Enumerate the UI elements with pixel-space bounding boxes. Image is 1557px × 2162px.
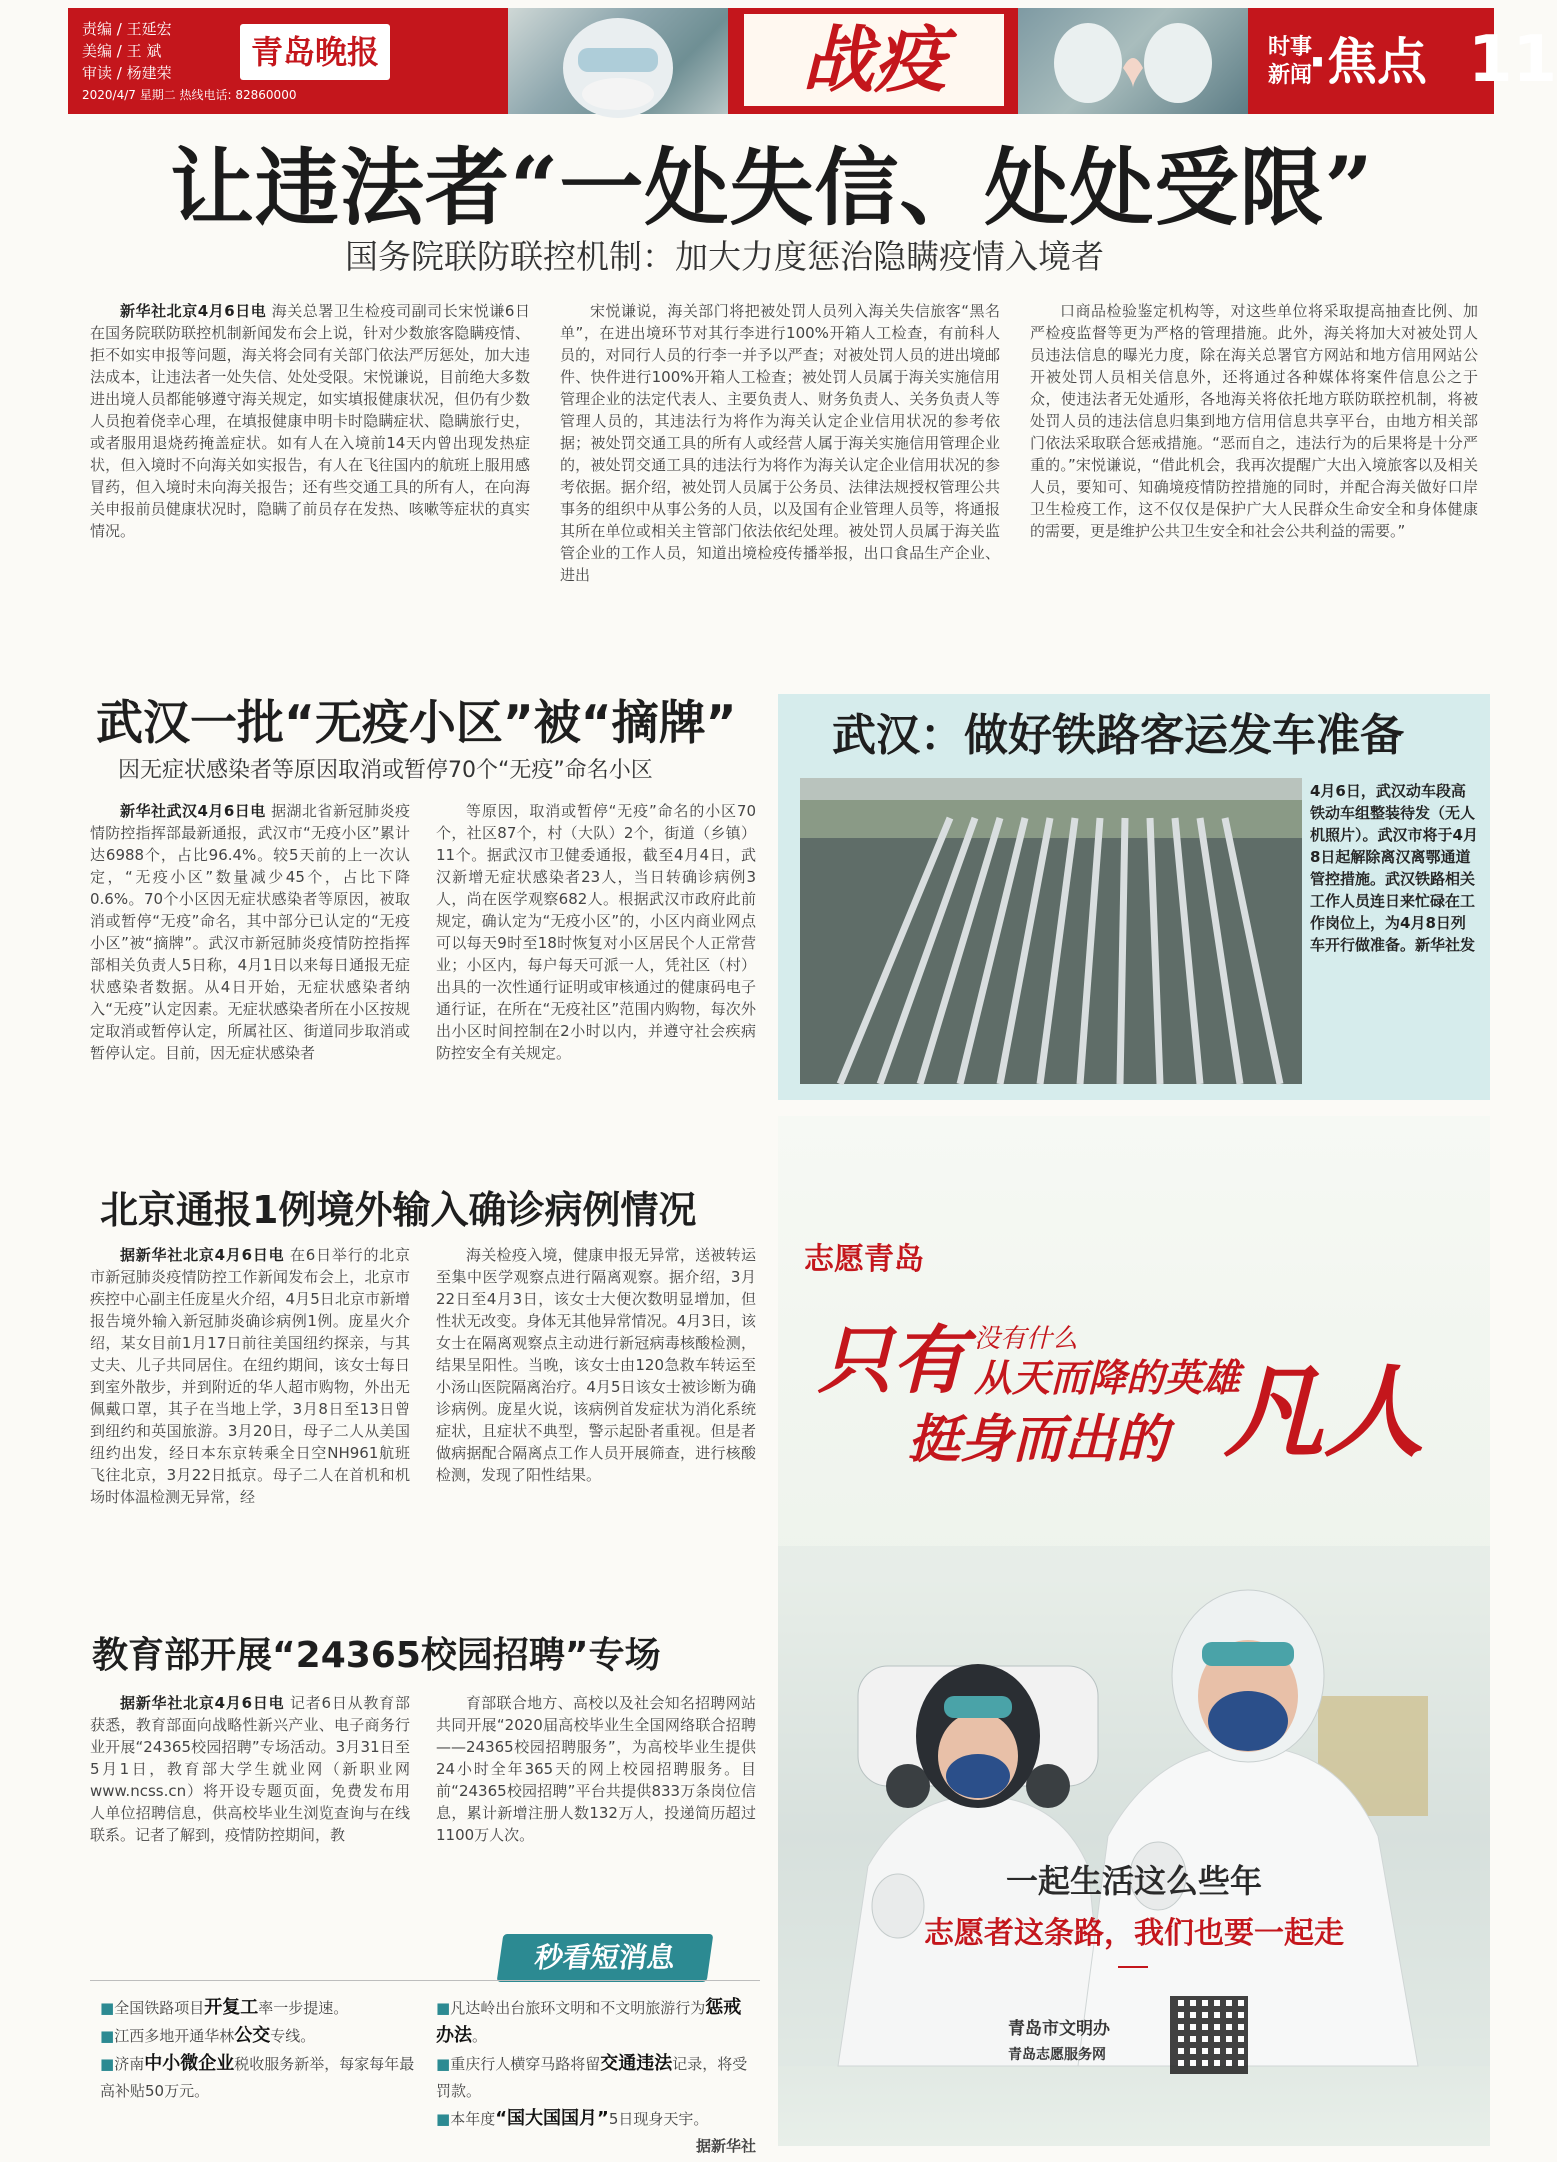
editor-line: 责编 / 王延宏: [82, 20, 172, 38]
brief-item: [436, 1994, 756, 2050]
brief-keyword: 中小微企业: [144, 2053, 235, 2074]
brief-text: 凡达岭出台旅环文明和不文明旅游行为: [450, 1999, 706, 2017]
bullet-icon: ■: [436, 1999, 451, 2017]
briefs-tag: 秒看短消息: [497, 1934, 714, 1982]
brief-text: 率一步提速。: [258, 1999, 349, 2017]
ad-brand-text: 志愿青岛: [804, 1242, 924, 1277]
qr-code-icon[interactable]: [1170, 1996, 1248, 2074]
rail-headline: 武汉：做好铁路客运发车准备: [832, 710, 1404, 761]
brief-text: 税收服务新举，每家每年最高补贴50万元。: [100, 2055, 415, 2100]
beijing-column-1: [90, 1244, 410, 1618]
section-line: 时事: [1268, 35, 1313, 60]
medic-photo: [508, 8, 728, 114]
sponsor-line: 青岛市文明办: [1008, 2019, 1110, 2039]
medics-heart-art: [1018, 8, 1248, 114]
brief-text: 。: [472, 2027, 488, 2045]
page-number: 11: [1468, 23, 1557, 97]
campaign-banner: 战疫: [744, 14, 1004, 106]
ad-brand: [804, 1234, 924, 1278]
jobs-column-2: [436, 1692, 756, 1918]
date-line: 2020/4/7 星期二 热线电话: 82860000: [82, 88, 297, 102]
brief-item: [100, 2050, 420, 2105]
bullet-icon: ■: [436, 2110, 451, 2128]
brief-item: [100, 2022, 420, 2050]
article-text: 据湖北省新冠肺炎疫情防控指挥部最新通报，武汉市“无疫小区”累计达6988个，占比96.4%。较5天前的上一次认定，“无疫小区”数量减少45个，占比下降0.6%。70个小区因无症状感染者等原因，被取消或暂停“无疫”命名，其中部分已认定的“无疫小区”被“摘牌”。武汉市新冠肺炎疫情防控指挥部相关负责人5日称，4月1日以来每日通报无症状感染者数据。从4日开始，无症状感染者纳入“无疫”认定因素。无症状感染者所在小区按规定取消或暂停认定，所属社区、街道同步取消或暂停认定。目前，因无症状感染者: [90, 802, 410, 1062]
ad-tagline-2: 志愿者这条路，我们也要一起走: [924, 1916, 1344, 1951]
bullet-icon: ■: [436, 2055, 451, 2073]
bullet-icon: ■: [100, 2027, 115, 2045]
brief-keyword: 惩戒办法: [436, 1997, 742, 2046]
volunteers-photo: [778, 1546, 1490, 2066]
brief-text: 专线。: [270, 2027, 316, 2045]
brief-keyword: 交通违法: [600, 2053, 673, 2074]
brief-text: 济南: [114, 2055, 145, 2073]
briefs-divider: [90, 1980, 760, 1981]
editor-line: 美编 / 王 斌: [82, 42, 162, 60]
ad-line-small-1: 没有什么: [974, 1324, 1079, 1354]
wuhan-headline: 武汉一批“无疫小区”被“摘牌”: [96, 696, 737, 751]
ad-line-small-2: 从天而降的英雄: [974, 1355, 1241, 1400]
article-text: 育部联合地方、高校以及社会知名招聘网站共同开展“2020届高校毕业生全国网络联合招聘——24365校园招聘服务”，为高校毕业生提供24小时全年365天的网上校园招聘服务。目前“24365校园招聘”平台共提供833万条岗位信息，累计新增注册人数132万人，投递简历超过1100万人次。: [436, 1694, 756, 1844]
article-text: 等原因，取消或暂停“无疫”命名的小区70个，社区87个，村（大队）2个，街道（乡镇）11个。据武汉市卫健委通报，截至4月4日，武汉新增无症状感染者23人，当日转确诊病例3人，尚在医学观察682人。根据武汉市政府此前规定，确认定为“无疫小区”的，小区内商业网点可以每天9时至18时恢复对小区居民个人正常营业；小区内，每户每天可派一人，凭社区（村）出具的一次性通行证明或审核通过的健康码电子通行证，在所在“无疫社区”范围内购物，每次外出小区时间控制在2小时以内，并遵守社会疾病防控安全有关规定。: [436, 802, 756, 1062]
section-name: ·焦点: [1308, 33, 1427, 91]
briefs-right: [436, 1994, 756, 2160]
bullet-icon: ■: [100, 2055, 115, 2073]
article-text: 海关总署卫生检疫司副司长宋悦谦6日在国务院联防联控机制新闻发布会上说，针对少数旅客隐瞒疫情、拒不如实申报等问题，海关将会同有关部门依法严厉惩处，加大违法成本，让违法者一处失信、处处受限。宋悦谦说，目前绝大多数进出境人员都能够遵守海关规定，如实填报健康状况，但仍有少数人员抱着侥幸心理，在填报健康申明卡时隐瞒症状、隐瞒旅行史，或者服用退烧药掩盖症状。如有人在入境前14天内曾出现发热症状，但入境时不向海关如实报告，有人在飞往国内的航班上服用感冒药，但入境时未向海关报告；还有些交通工具的所有人，在向海关申报前员健康状况时，隐瞒了前员存在发热、咳嗽等症状的真实情况。: [90, 302, 531, 540]
dateline: 据新华社北京4月6日电: [120, 1694, 285, 1712]
section-line: 新闻: [1268, 63, 1313, 88]
sponsor-line: 青岛志愿服务网: [1008, 2047, 1106, 2063]
brief-item: [436, 2105, 756, 2133]
brief-source: 据新华社: [695, 2137, 756, 2155]
beijing-headline: 北京通报1例境外输入确诊病例情况: [100, 1188, 697, 1232]
dateline: 新华社北京4月6日电: [120, 302, 267, 320]
brief-keyword: 开复工: [204, 1997, 259, 2018]
ad-sponsors: [1008, 2016, 1110, 2068]
brief-item: [100, 1994, 420, 2022]
ad-tagline-1: 一起生活这么些年: [1005, 1862, 1262, 1900]
article-text: 记者6日从教育部获悉，教育部面向战略性新兴产业、电子商务行业开展“24365校园招聘”专场活动。3月31日至5月1日，教育部大学生就业网（新职业网www.ncss.cn）将开设专题页面，免费发布用人单位招聘信息，供高校毕业生浏览查询与在线联系。记者了解到，疫情防控期间，教: [90, 1694, 410, 1844]
article-text: 宋悦谦说，海关部门将把被处罚人员列入海关失信旅客“黑名单”，在进出境环节对其行李进行100%开箱人工检查，有前科人员的，对同行人员的行李一并予以严查；对被处罚人员的进出境邮件、快件进行100%开箱人工检查；被处罚人员属于海关实施信用管理企业的法定代表人、主要负责人、财务负责人、关务负责人等管理人员的，其违法行为将作为海关认定企业信用状况的参考依据；被处罚交通工具的所有人或经营人属于海关实施信用管理企业的，被处罚交通工具的违法行为将作为海关认定企业信用状况的参考依据。据介绍，被处罚人员属于公务员、法律法规授权管理公共事务的组织中从事公务的人员，以及国有企业管理人员等，将通报其所在单位或相关主管部门依法依纪处理。被处罚人员属于海关监管企业的工作人员，知道出境检疫传播举报，出口食品生产企业、进出: [560, 302, 1000, 584]
article-text: 海关检疫入境，健康申报无异常，送被转运至集中医学观察点进行隔离观察。据介绍，3月22日至4月3日，该女士大便次数明显增加，但性状无改变。身体无其他异常情况。4月3日，该女士在隔离观察点主动进行新冠病毒核酸检测，结果呈阳性。当晚，该女士由120急救车转运至小汤山医院隔离治疗。4月5日该女士被诊断为确诊病例。庞星火说，该病例首发症状为消化系统症状，且症状不典型，警示起卧者重视。但是者做病据配合隔离点工作人员开展筛查，进行核酸检测，发现了阳性结果。: [436, 1246, 756, 1484]
lead-column-2: [560, 300, 1000, 670]
masthead: [68, 8, 1557, 114]
wuhan-column-2: [436, 800, 756, 1166]
dateline: 据新华社北京4月6日电: [120, 1246, 285, 1264]
lead-column-3: [1030, 300, 1478, 670]
brief-text: 全国铁路项目: [114, 1999, 205, 2017]
dateline: 新华社武汉4月6日电: [120, 802, 266, 820]
lead-headline: 让违法者“一处失信、处处受限”: [170, 138, 1374, 237]
brief-text: 5日现身天宇。: [608, 2110, 709, 2128]
ad-line-only: 只有: [818, 1318, 966, 1404]
ad-line-stand-up: 挺身而出的: [908, 1409, 1169, 1470]
train-yard-art: [800, 778, 1302, 1084]
train-yard-photo: [800, 778, 1302, 1084]
volunteer-ad: [778, 1116, 1490, 2146]
rail-caption: 4月6日，武汉动车段高铁动车组整装待发（无人机照片）。武汉市将于4月8日起解除离汉离鄂通道管控措施。武汉铁路相关工作人员连日来忙碌在工作岗位上，为4月8日列车开行做准备。新华社发: [1310, 782, 1478, 954]
medics-heart-photo: [1018, 8, 1248, 114]
brief-text: 江西多地开通华林: [114, 2027, 235, 2045]
brief-text: 本年度: [450, 2110, 496, 2128]
wuhan-column-1: [90, 800, 410, 1166]
section-label: [1268, 34, 1312, 90]
jobs-headline: 教育部开展“24365校园招聘”专场: [92, 1635, 661, 1676]
brief-keyword: 公交: [234, 2025, 271, 2046]
brief-text: 重庆行人横穿马路将留: [450, 2055, 601, 2073]
ad-divider: [1118, 1966, 1148, 1968]
lead-subhead: 国务院联防联控机制：加大力度惩治隐瞒疫情入境者: [345, 237, 1104, 276]
medic-photo-art: [508, 8, 728, 114]
briefs-left: [100, 1994, 420, 2105]
brief-text: 记录，将受罚款。: [436, 2055, 748, 2100]
brief-item: [436, 2050, 756, 2105]
lead-column-1: [90, 300, 530, 670]
bullet-icon: ■: [100, 1999, 115, 2017]
wuhan-subhead: 因无症状感染者等原因取消或暂停70个“无疫”命名小区: [118, 758, 653, 783]
editor-line: 审读 / 杨建荣: [82, 64, 172, 82]
article-text: 在6日举行的北京市新冠肺炎疫情防控工作新闻发布会上，北京市疾控中心副主任庞星火介绍，4月5日北京市新增报告境外输入新冠肺炎确诊病例1例。庞星火介绍，某女目前1月17日前往美国纽约探亲，与其丈夫、儿子共同居住。在纽约期间，该女士每日到室外散步，并到附近的华人超市购物，外出无佩戴口罩，其子在当地上学，3月8日至13日曾到纽约和英国旅游。3月20日，母子二人从美国纽约出发，经日本东京转乘全日空NH961航班飞往北京，3月22日抵京。母子二人在首机和机场时体温检测无异常，经: [90, 1246, 410, 1506]
jobs-column-1: [90, 1692, 410, 1918]
paper-logo: 青岛晚报: [240, 24, 390, 80]
article-text: 口商品检验鉴定机构等，对这些单位将采取提高抽查比例、加严检疫监督等更为严格的管理措施。此外，海关将加大对被处罚人员违法信息的曝光力度，除在海关总署官方网站和地方信用网站公开被处罚人员相关信息外，还将通过各种媒体将案件信息公之于众，使违法者无处遁形，各地海关将依托地方联防联控机制，将被处罚人员的违法信息归集到地方信用信息共享平台，由地方相关部门依法采取联合惩戒措施。“恶而自之，违法行为的后果将是十分严重的。”宋悦谦说，“借此机会，我再次提醒广大出入境旅客以及相关人员，要知可、知确境疫情防控措施的同时，并配合海关做好口岸卫生检疫工作，这不仅仅是保护广大人民群众生命安全和身体健康的需要，更是维护公共卫生安全和社会公共利益的需要。”: [1030, 302, 1478, 540]
brief-keyword: “国大国国月”: [495, 2108, 609, 2129]
ad-line-ordinary: 凡人: [1224, 1353, 1424, 1471]
beijing-column-2: [436, 1244, 756, 1618]
